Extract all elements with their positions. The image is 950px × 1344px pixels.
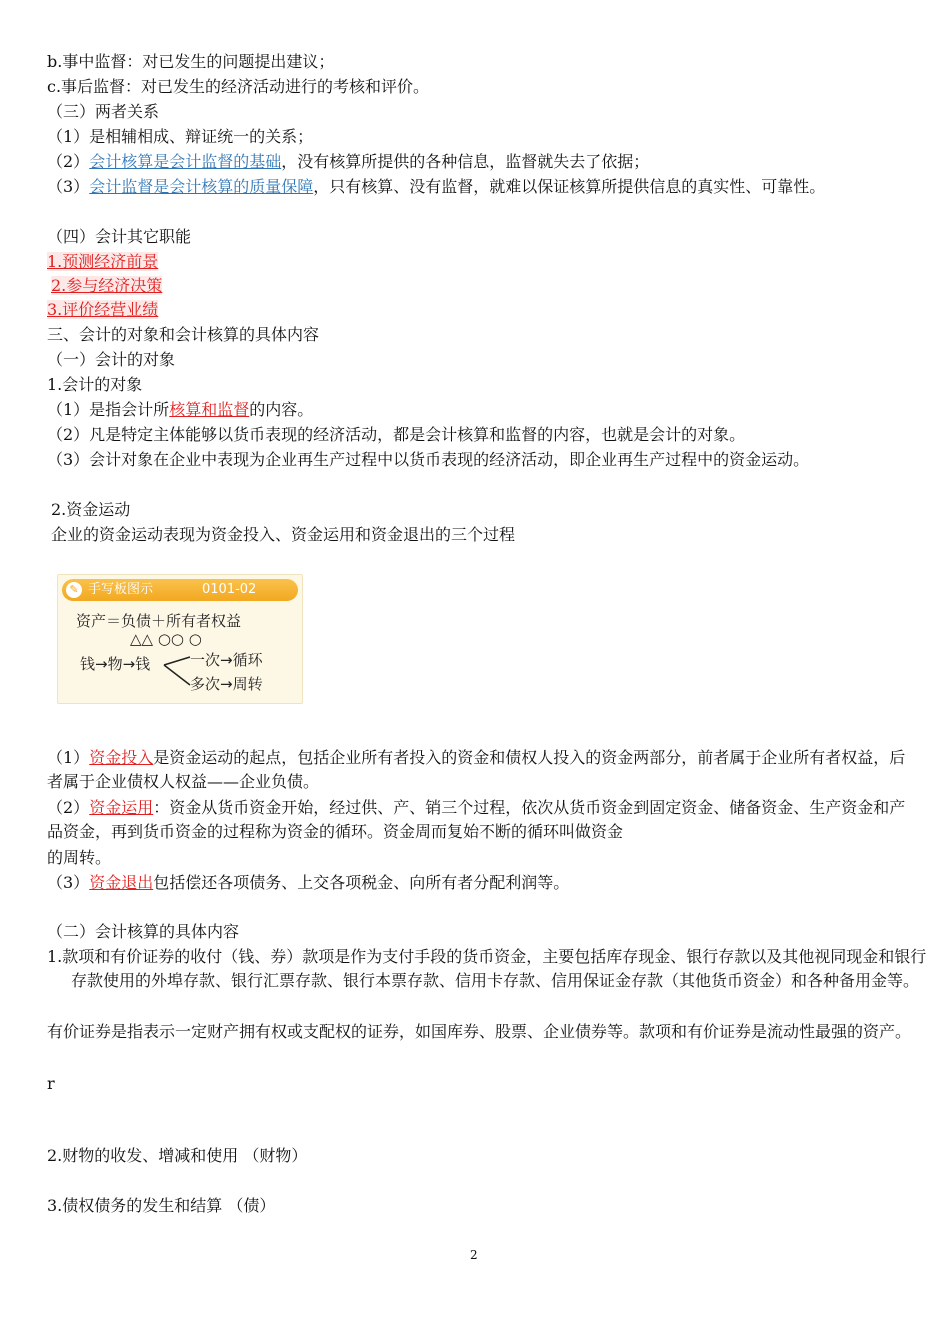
heading-accounting-object: （一）会计的对象 bbox=[47, 350, 176, 369]
link-fund-exit[interactable]: 资金退出 bbox=[89, 873, 154, 892]
heading-accounting-content: （二）会计核算的具体内容 bbox=[47, 922, 240, 941]
suffix: 是资金运动的起点，包括企业所有者投入的资金和债权人投入的资金两部分，前者属于企业所有者权益，后者属于企业债权人权益——企业负债。 bbox=[47, 748, 906, 791]
function-evaluate-row bbox=[47, 298, 158, 322]
line-relationship-3 bbox=[47, 175, 909, 199]
figure-equation: 资产＝负债＋所有者权益 bbox=[76, 612, 242, 630]
prefix: （3） bbox=[47, 177, 90, 196]
prefix: （1） bbox=[47, 748, 90, 767]
link-accounting-basis[interactable]: 会计核算是会计监督的基础 bbox=[89, 152, 282, 171]
figure-title: 手写板图示 bbox=[88, 582, 154, 597]
figure-header bbox=[62, 579, 298, 601]
line-fund-movement: 企业的资金运动表现为资金投入、资金运用和资金退出的三个过程 bbox=[51, 525, 516, 544]
line-supervision-after: c.事后监督：对已发生的经济活动进行的考核和评价。 bbox=[47, 77, 430, 96]
figure-flow: 钱→物→钱 bbox=[80, 655, 151, 673]
stray-char: r bbox=[47, 1074, 55, 1093]
suffix: ，没有核算所提供的各种信息，监督就失去了依据； bbox=[281, 152, 650, 171]
line-supervision-during: b.事中监督：对已发生的问题提出建议； bbox=[47, 52, 335, 71]
item-debt: 3.债权债务的发生和结算 （债） bbox=[47, 1196, 276, 1215]
heading-fund-movement: 2.资金运动 bbox=[51, 500, 131, 519]
page-number: 2 bbox=[470, 1248, 478, 1262]
function-forecast[interactable]: 1.预测经济前景 bbox=[47, 252, 159, 271]
para-cash-securities: 1.款项和有价证券的收付（钱、券）款项是作为支付手段的货币资金，主要包括库存现金、银行存款以及其他视同现金和银行存款使用的外埠存款、银行汇票存款、银行本票存款、信用卡存款、信用保证金存款（其他货币资金）和各种备用金等。 bbox=[47, 947, 927, 990]
heading-other-functions: （四）会计其它职能 bbox=[47, 227, 192, 246]
para-fund-use-tail: 的周转。 bbox=[47, 848, 112, 867]
heading-object-1: 1.会计的对象 bbox=[47, 375, 143, 394]
function-evaluate[interactable]: 3.评价经营业绩 bbox=[47, 300, 159, 319]
function-decision-row bbox=[51, 274, 162, 298]
para-fund-use bbox=[47, 796, 909, 844]
figure-code: 0101-02 bbox=[202, 582, 257, 597]
line-object-1 bbox=[47, 398, 313, 422]
function-forecast-row bbox=[47, 250, 158, 274]
suffix: ，只有核算、没有监督，就难以保证核算所提供信息的真实性、可靠性。 bbox=[313, 177, 826, 196]
link-supervision-quality[interactable]: 会计监督是会计核算的质量保障 bbox=[89, 177, 314, 196]
line-object-2: （2）凡是特定主体能够以货币表现的经济活动，都是会计核算和监督的内容，也就是会计的对象。 bbox=[47, 425, 746, 444]
branch-lines bbox=[162, 655, 192, 691]
item-property: 2.财物的收发、增减和使用 （财物） bbox=[47, 1146, 308, 1165]
figure-branch-many: 多次→周转 bbox=[190, 675, 263, 693]
link-fund-use[interactable]: 资金运用 bbox=[89, 798, 154, 817]
line-relationship-2 bbox=[47, 150, 649, 174]
pen-icon: ✎ bbox=[66, 582, 82, 598]
function-decision[interactable]: 2.参与经济决策 bbox=[51, 276, 163, 295]
link-accounting-supervision[interactable]: 核算和监督 bbox=[169, 400, 250, 419]
heading-section-3: 三、会计的对象和会计核算的具体内容 bbox=[47, 325, 320, 344]
prefix: （2） bbox=[47, 152, 90, 171]
suffix: 的内容。 bbox=[249, 400, 314, 419]
line-object-3: （3）会计对象在企业中表现为企业再生产过程中以货币表现的经济活动，即企业再生产过程中的资金运动。 bbox=[47, 450, 810, 469]
para-fund-exit bbox=[47, 871, 569, 895]
prefix: （3） bbox=[47, 873, 90, 892]
figure-branch-once: 一次→循环 bbox=[190, 651, 263, 669]
prefix: （2） bbox=[47, 798, 90, 817]
heading-relationship: （三）两者关系 bbox=[47, 102, 160, 121]
para-fund-input bbox=[47, 746, 909, 794]
line-relationship-1: （1）是相辅相成、辩证统一的关系； bbox=[47, 127, 314, 146]
suffix: 包括偿还各项债务、上交各项税金、向所有者分配利润等。 bbox=[153, 873, 570, 892]
prefix: （1）是指会计所 bbox=[47, 400, 170, 419]
handwriting-board-figure bbox=[57, 574, 303, 704]
link-fund-input[interactable]: 资金投入 bbox=[89, 748, 154, 767]
suffix: ：资金从货币资金开始，经过供、产、销三个过程，依次从货币资金到固定资金、储备资金、生产资金和产品资金，再到货币资金的过程称为资金的循环。资金周而复始不断的循环叫做资金 bbox=[47, 798, 906, 841]
para-securities-def: 有价证券是指表示一定财产拥有权或支配权的证券，如国库券、股票、企业债券等。款项和有价证券是流动性最强的资产。 bbox=[47, 1022, 912, 1041]
figure-marks: △△ ○○ ○ bbox=[130, 630, 202, 648]
